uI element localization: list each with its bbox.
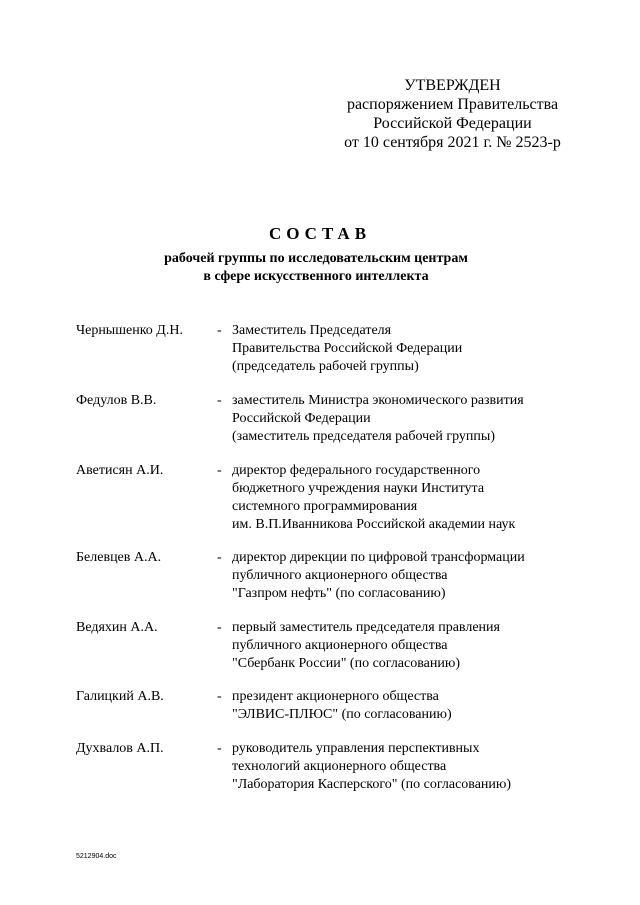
role-line: им. В.П.Иванникова Российской академии наук: [232, 517, 516, 532]
role-line: Заместитель Председателя: [232, 323, 392, 338]
document-title: СОСТАВ: [268, 224, 372, 243]
role-line: "ЭЛВИС-ПЛЮС" (по согласованию): [232, 707, 452, 722]
member-role: [232, 462, 572, 534]
approval-block: [340, 76, 565, 152]
role-line: Российской Федерации: [232, 411, 371, 426]
member-dash: -: [217, 393, 222, 408]
role-line: Правительства Российской Федерации: [232, 341, 463, 356]
member-role: [232, 740, 572, 794]
member-dash: -: [217, 550, 222, 565]
role-line: "Газпром нефть" (по согласованию): [232, 586, 446, 601]
role-line: директор дирекции по цифровой трансформации: [232, 550, 525, 565]
member-role: [232, 322, 572, 376]
role-line: технологий акционерного общества: [232, 759, 447, 774]
role-line: (председатель рабочей группы): [232, 359, 419, 374]
role-line: заместитель Министра экономического развития: [232, 393, 524, 408]
member-dash: -: [217, 620, 222, 635]
document-file-code: 5212904.doc: [76, 853, 117, 860]
member-role: [232, 549, 572, 603]
document-subtitle: [0, 250, 632, 286]
role-line: "Лаборатория Касперского" (по согласованию): [232, 777, 512, 792]
role-line: "Сбербанк России" (по согласованию): [232, 656, 460, 671]
member-name: Духвалов А.П.: [76, 741, 164, 756]
member-dash: -: [217, 463, 222, 478]
subtitle-line: рабочей группы по исследовательским центрам: [164, 251, 468, 266]
member-role: [232, 688, 572, 724]
role-line: первый заместитель председателя правления: [232, 620, 500, 635]
role-line: системного программирования: [232, 499, 418, 514]
approval-line: Российской Федерации: [373, 115, 532, 132]
role-line: руководитель управления перспективных: [232, 741, 480, 756]
role-line: публичного акционерного общества: [232, 638, 448, 653]
role-line: бюджетного учреждения науки Института: [232, 481, 485, 496]
role-line: (заместитель председателя рабочей группы): [232, 429, 495, 444]
member-dash: -: [217, 689, 222, 704]
role-line: публичного акционерного общества: [232, 568, 448, 583]
approval-heading: УТВЕРЖДЕН: [404, 77, 501, 94]
approval-line: распоряжением Правительства: [346, 96, 559, 113]
member-dash: -: [217, 741, 222, 756]
member-name: Ведяхин А.А.: [76, 620, 158, 635]
subtitle-line: в сфере искусственного интеллекта: [203, 269, 429, 284]
approval-date-number: от 10 сентября 2021 г. № 2523-р: [344, 134, 561, 151]
role-line: президент акционерного общества: [232, 689, 439, 704]
member-name: Белевцев А.А.: [76, 550, 162, 565]
member-dash: -: [217, 323, 222, 338]
role-line: директор федерального государственного: [232, 463, 481, 478]
member-name: Аветисян А.И.: [76, 463, 164, 478]
member-role: [232, 619, 572, 673]
member-role: [232, 392, 572, 446]
member-name: Федулов В.В.: [76, 393, 157, 408]
member-name: Галицкий А.В.: [76, 689, 164, 704]
member-name: Чернышенко Д.Н.: [76, 323, 183, 338]
